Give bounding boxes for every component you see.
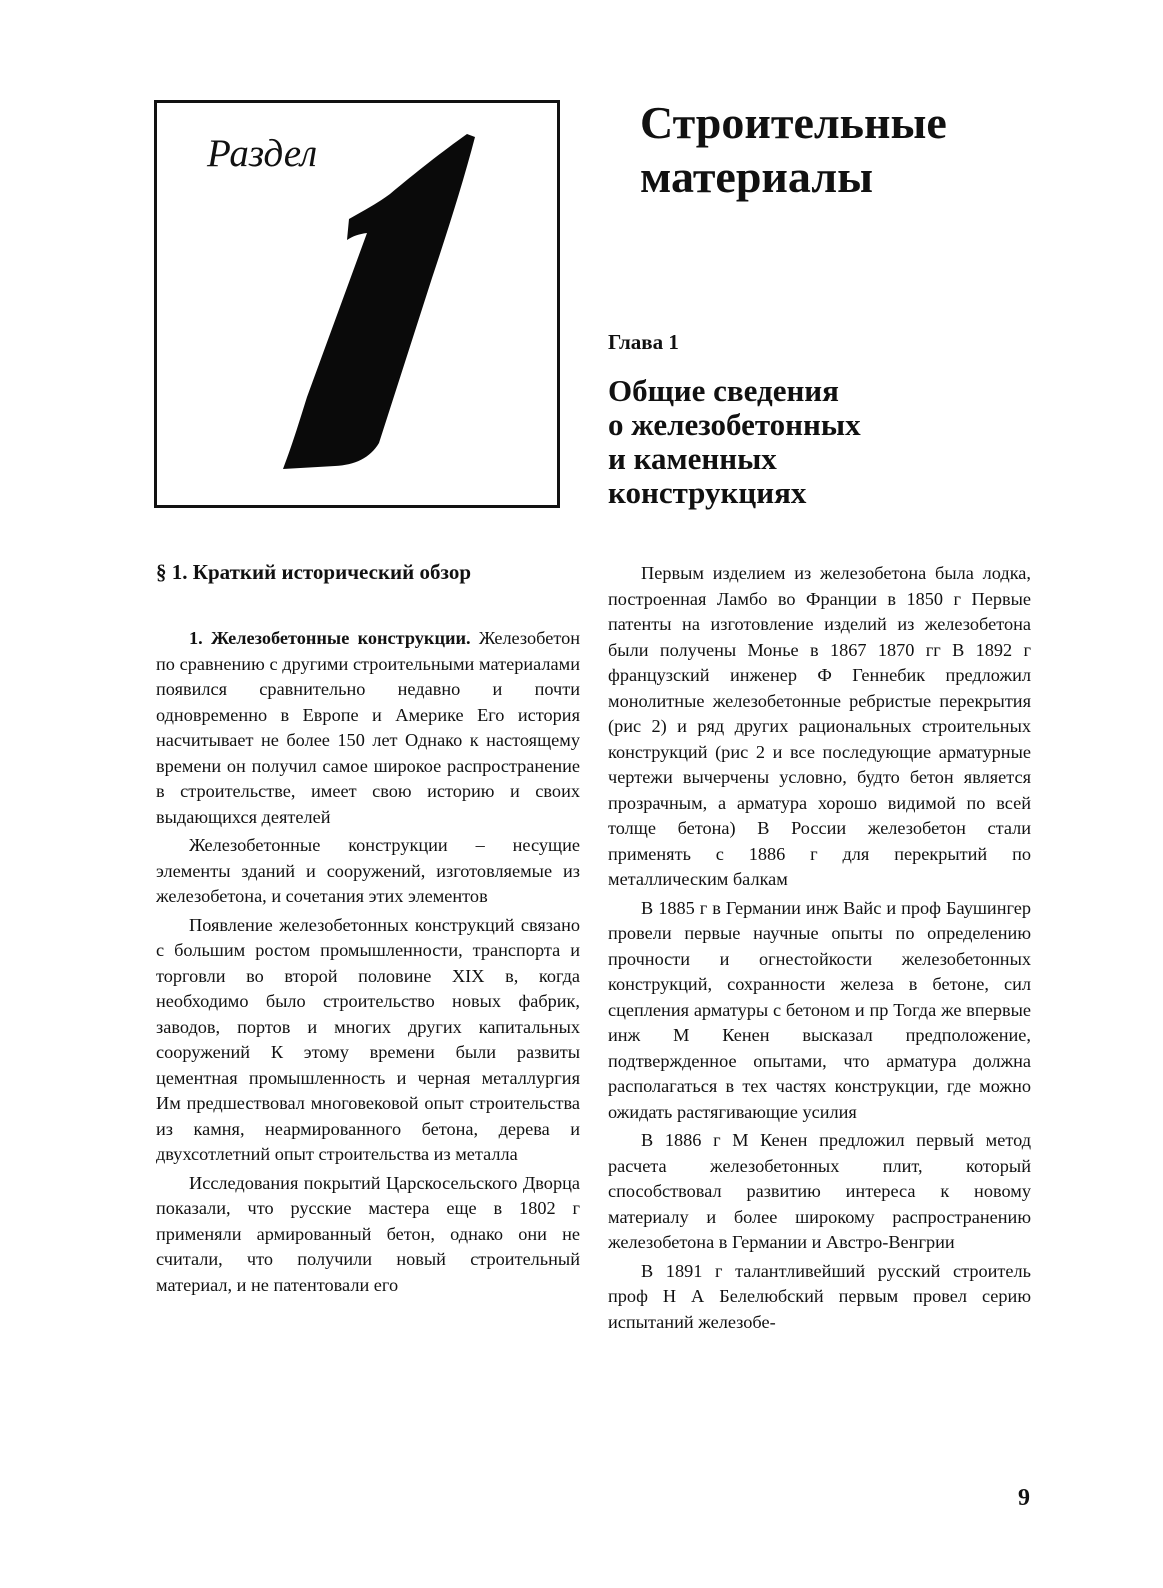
section-number-glyph <box>157 103 557 505</box>
chapter-title-line-4: конструкциях <box>608 475 807 510</box>
chapter-title-line-1: Общие сведения <box>608 373 839 408</box>
chapter-title-line-3: и каменных <box>608 441 777 476</box>
left-paragraph-2: Железобетонные конструкции – несущие элементы зданий и сооружений, изготовляемые из железобетона, и сочетания этих элементов <box>156 835 580 906</box>
right-paragraph-4: В 1891 г талантливейший русский строитель проф Н А Белелюбский первым провел серию испытаний железобе- <box>608 1260 1031 1332</box>
section-number-1 <box>283 134 475 469</box>
left-paragraph-1 <box>156 626 580 830</box>
right-paragraph-1: Первым изделием из железобетона была лодка, построенная Ламбо во Франции в 1850 г Первые патенты на изготовление изделий из железобетона были получены Монье в 1867 1870 гг В 1892 г французский инженер Ф Геннебик предложил монолитные железобетонные ребристые перекрытия (рис 2) и ряд других рациональных строительных конструкций (рис 2 и все последующие арматурные чертежи вычерчены условно, будто бетон является прозрачным, а арматура хорошо видимой по всей толще бетона) В России железобетон стали применять с 1886 г для перекрытий по металлическим балкам <box>608 563 1031 889</box>
left-paragraph-3: Появление железобетонных конструкций связано с большим ростом промышленности, транспорта и торговли во второй половине XIX в, когда необходимо было строительство новых фабрик, заводов, портов и многих других капитальных сооружений К этому времени были развиты цементная промышленность и черная металлургия Им предшествовал многовековой опыт строительства из камня, неармированного бетона, дерева и двухсотлетний опыт строительства из металла <box>156 914 580 1164</box>
right-paragraph-3: В 1886 г М Кенен предложил первый метод расчета железобетонных плит, который способствовал развитию интереса к новому материалу и более широкому распространению железобетона в Германии и Австро-Венгрии <box>608 1130 1031 1252</box>
section-label: Раздел <box>207 132 318 175</box>
chapter-title-line-2: о железобетонных <box>608 407 861 442</box>
chapter-label: Глава 1 <box>608 330 679 354</box>
section-emblem <box>154 100 560 508</box>
chapter-title <box>608 374 861 510</box>
page-number: 9 <box>1018 1485 1030 1511</box>
paragraph-heading: § 1. Краткий исторический обзор <box>156 560 471 584</box>
run-in-heading: 1. Железобетонные конструкции. <box>189 628 471 648</box>
part-title-line-2: материалы <box>640 151 874 202</box>
part-title <box>640 96 947 204</box>
left-paragraph-4: Исследования покрытий Царскосельского Дворца показали, что русские мастера еще в 1802 г применяли армированный бетон, однако они не считали, что получили новый строительный материал, и не патентовали его <box>156 1172 580 1295</box>
left-paragraph-1-text: Железобетон по сравнению с другими строительными материалами появился сравнительно недавно и почти одновременно в Европе и Америке Его история насчитывает не более 150 лет Однако к настоящему времени он получил самое широкое распространение в строительстве, имеет свою историю и своих выдающихся деятелей <box>156 628 580 827</box>
left-column <box>156 626 580 1298</box>
right-column <box>608 561 1031 1335</box>
part-title-line-1: Строительные <box>640 97 947 148</box>
right-paragraph-2: В 1885 г в Германии инж Вайс и проф Баушингер провели первые научные опыты по определению прочности и огнестойкости железобетонных конструкций, сохранности железа в бетоне, сил сцепления арматуры с бетоном и пр Тогда же впервые инж М Кенен высказал предположение, подтвержденное опытами, что арматура должна располагаться в тех частях конструкции, где можно ожидать растягивающие усилия <box>608 897 1031 1122</box>
